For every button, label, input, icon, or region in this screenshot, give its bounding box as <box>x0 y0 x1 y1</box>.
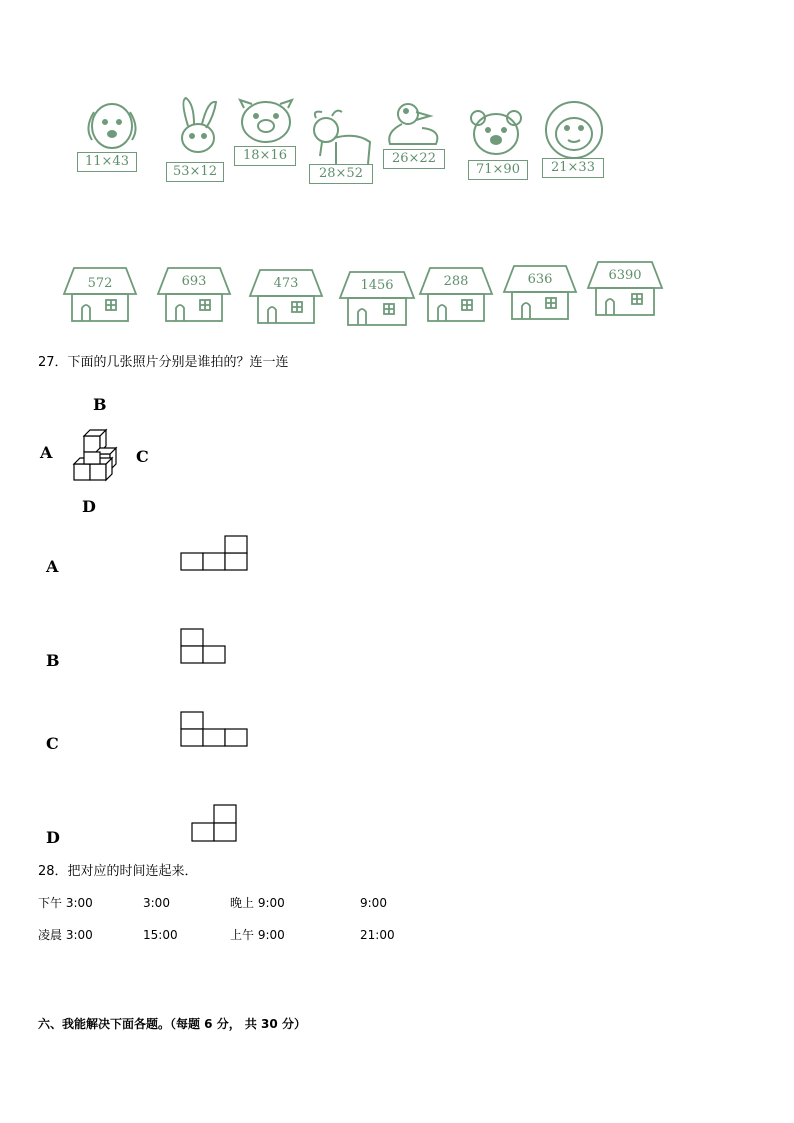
bear-icon <box>468 108 524 158</box>
house-number: 473 <box>273 276 299 291</box>
rabbit-icon <box>170 96 226 166</box>
house-number: 572 <box>87 276 113 291</box>
duck-icon <box>382 100 446 152</box>
animal-label: 11×43 <box>77 152 137 172</box>
house-number: 288 <box>443 274 469 289</box>
view-label-d: D <box>46 828 60 847</box>
animal-label: 26×22 <box>383 149 445 169</box>
animal-label: 21×33 <box>542 158 604 178</box>
section-6-heading: 六、我能解决下面各题。（每题 6 分， 共 30 分） <box>38 1017 306 1031</box>
question-27-text: 27．下面的几张照片分别是谁拍的？连一连 <box>38 355 289 370</box>
time-item[interactable]: 凌晨 3:00 <box>38 928 93 942</box>
house-icon <box>246 266 326 326</box>
animal-label: 71×90 <box>468 160 528 180</box>
cube-label-d: D <box>82 497 96 516</box>
time-item[interactable]: 下午 3:00 <box>38 896 93 910</box>
house-number: 636 <box>527 272 553 287</box>
cube-label-c: C <box>136 447 149 466</box>
house-number: 1456 <box>360 278 394 293</box>
view-d-figure <box>190 803 238 843</box>
view-label-c: C <box>46 734 59 753</box>
view-label-b: B <box>46 651 60 670</box>
cube-label-b: B <box>93 395 107 414</box>
view-c-figure <box>180 710 252 748</box>
pig-icon <box>236 98 296 150</box>
view-a-figure <box>180 534 250 572</box>
cube-stack-figure <box>70 428 122 482</box>
time-item[interactable]: 15:00 <box>143 928 178 942</box>
view-b-figure <box>180 627 228 665</box>
question-28-text: 28．把对应的时间连起来． <box>38 864 198 879</box>
house-icon <box>154 264 234 324</box>
animal-label: 28×52 <box>309 164 373 184</box>
animal-label: 18×16 <box>234 146 296 166</box>
house-icon <box>416 264 496 324</box>
view-label-a: A <box>46 557 59 576</box>
house-number: 693 <box>181 274 207 289</box>
time-item[interactable]: 21:00 <box>360 928 395 942</box>
goat-icon <box>306 108 376 168</box>
house-icon <box>500 262 580 322</box>
house-number: 6390 <box>608 268 642 283</box>
animal-label: 53×12 <box>166 162 224 182</box>
monkey-icon <box>540 100 608 160</box>
time-item[interactable]: 上午 9:00 <box>230 928 285 942</box>
time-item[interactable]: 晚上 9:00 <box>230 896 285 910</box>
time-item[interactable]: 9:00 <box>360 896 387 910</box>
dog-icon <box>82 98 142 160</box>
house-icon <box>336 268 418 328</box>
house-icon <box>60 264 140 324</box>
cube-label-a: A <box>40 443 53 462</box>
time-item[interactable]: 3:00 <box>143 896 170 910</box>
